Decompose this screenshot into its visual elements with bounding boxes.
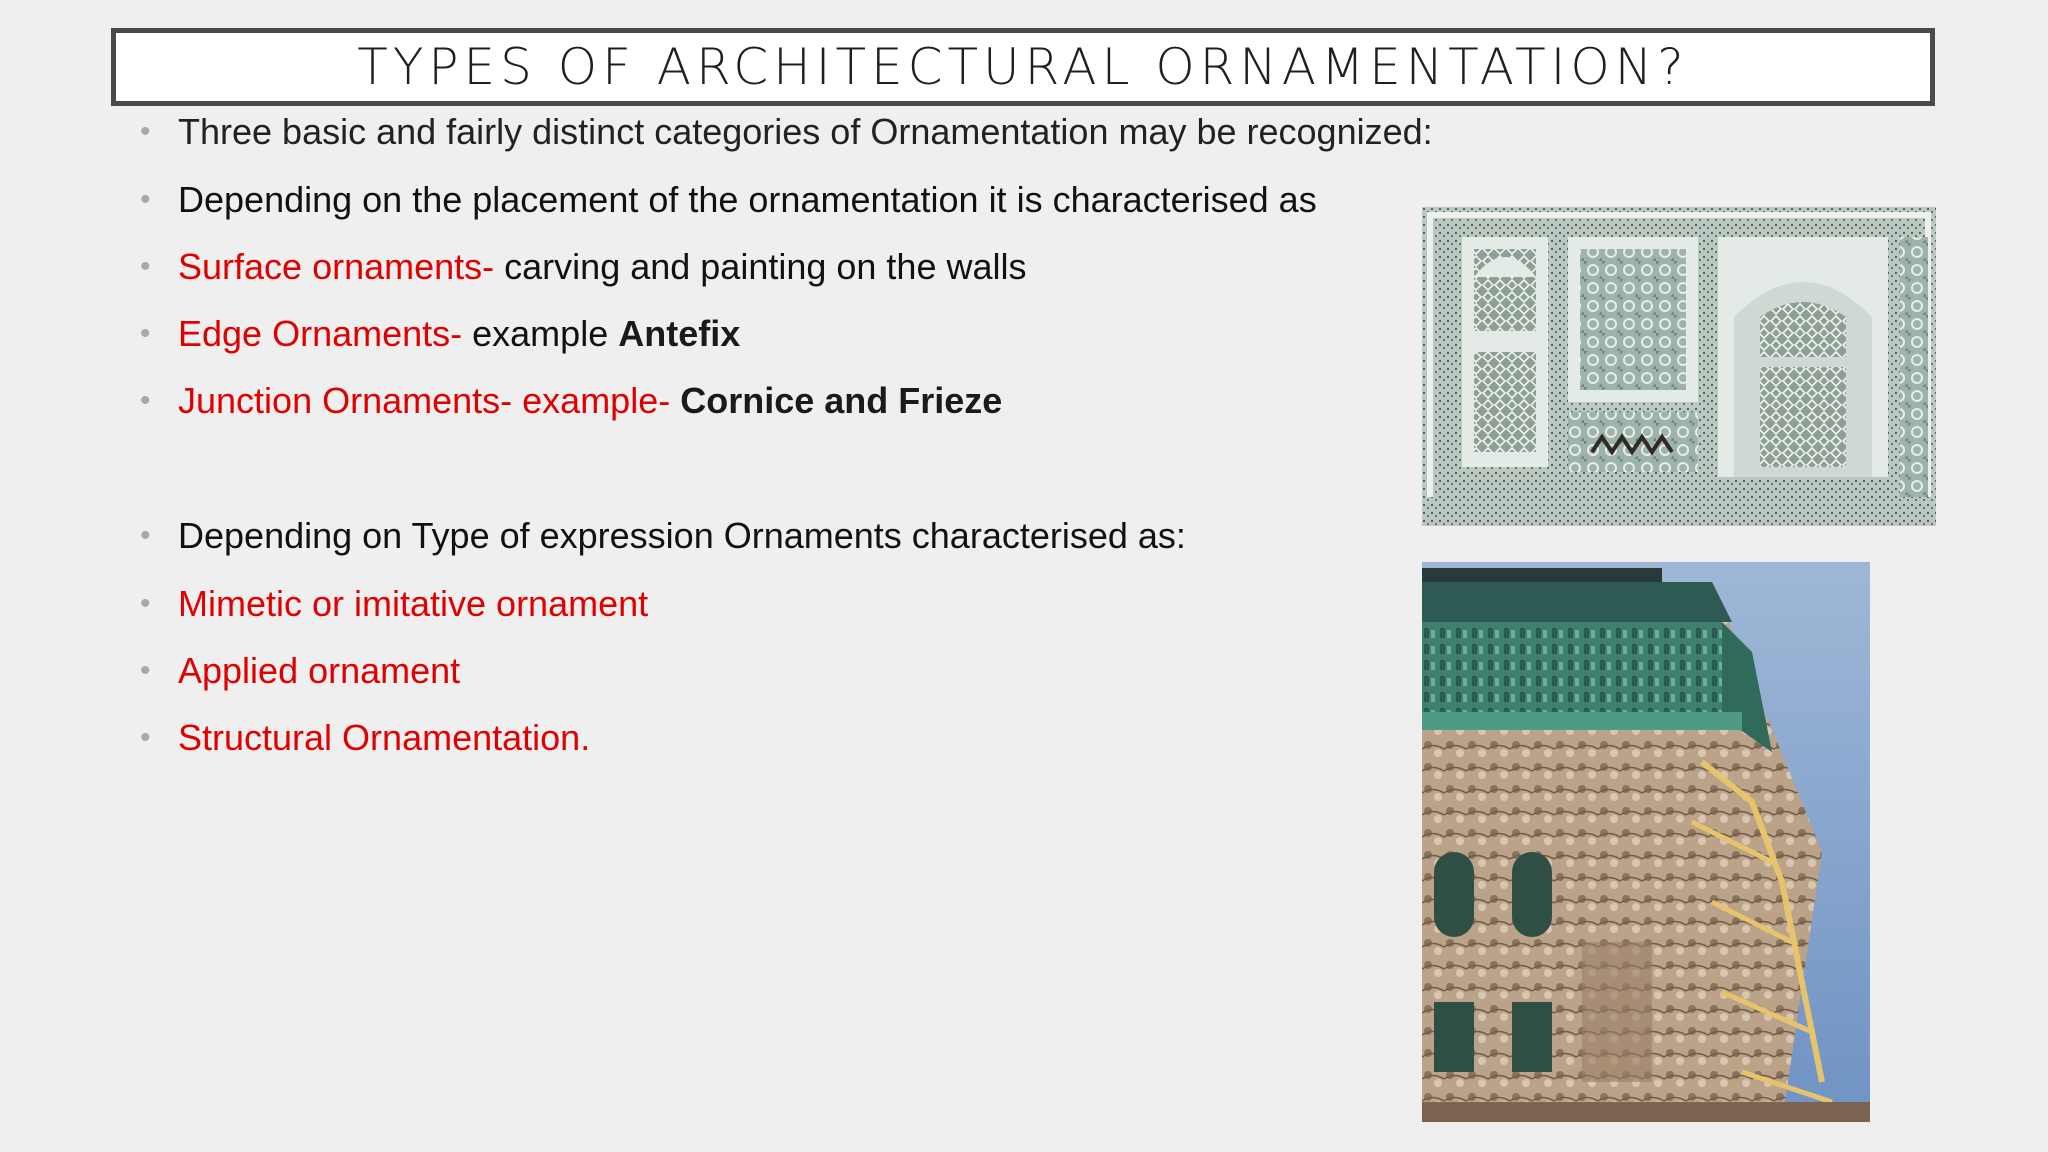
bullet-dot: • [140,519,151,552]
bullet-item [140,178,1317,222]
bullet-example: Antefix [618,313,741,354]
bullet-dot: • [140,384,151,417]
bullet-item [140,649,460,693]
slide-title: TYPES OF ARCHITECTURAL ORNAMENTATION? [357,38,1689,96]
bullet-text: Mimetic or imitative ornament [178,583,649,624]
ornate-building-cornice-photo [1422,562,1870,1122]
bullet-item [140,245,1027,289]
bullet-dot: • [140,317,151,350]
bullet-term: Junction Ornaments- example- [178,380,671,421]
bullet-text: Three basic and fairly distinct categories of Ornamentation may be recognized: [178,111,1433,152]
bullet-text: Structural Ornamentation. [178,717,591,758]
bullet-item [140,582,648,626]
bullet-text: example [462,313,619,354]
bullet-text: Depending on Type of expression Ornaments characterised as: [178,515,1186,556]
bullet-text: Depending on the placement of the ornamentation it is characterised as [178,179,1317,220]
bullet-term: Surface ornaments- [178,246,495,287]
title-box [111,28,1935,106]
bullet-text: carving and painting on the walls [494,246,1027,287]
bullet-dot: • [140,721,151,754]
bullet-item [140,379,1002,423]
mughal-inlay-wall-photo [1422,207,1936,526]
bullet-dot: • [140,587,151,620]
bullet-text: Applied ornament [178,650,461,691]
bullet-term: Edge Ornaments- [178,313,463,354]
bullet-item [140,716,590,760]
bullet-dot: • [140,654,151,687]
bullet-dot: • [140,115,151,148]
bullet-item [140,312,740,356]
bullet-item [140,514,1186,558]
bullet-item [140,110,1433,154]
bullet-example: Cornice and Frieze [670,380,1003,421]
bullet-dot: • [140,183,151,216]
bullet-dot: • [140,250,151,283]
